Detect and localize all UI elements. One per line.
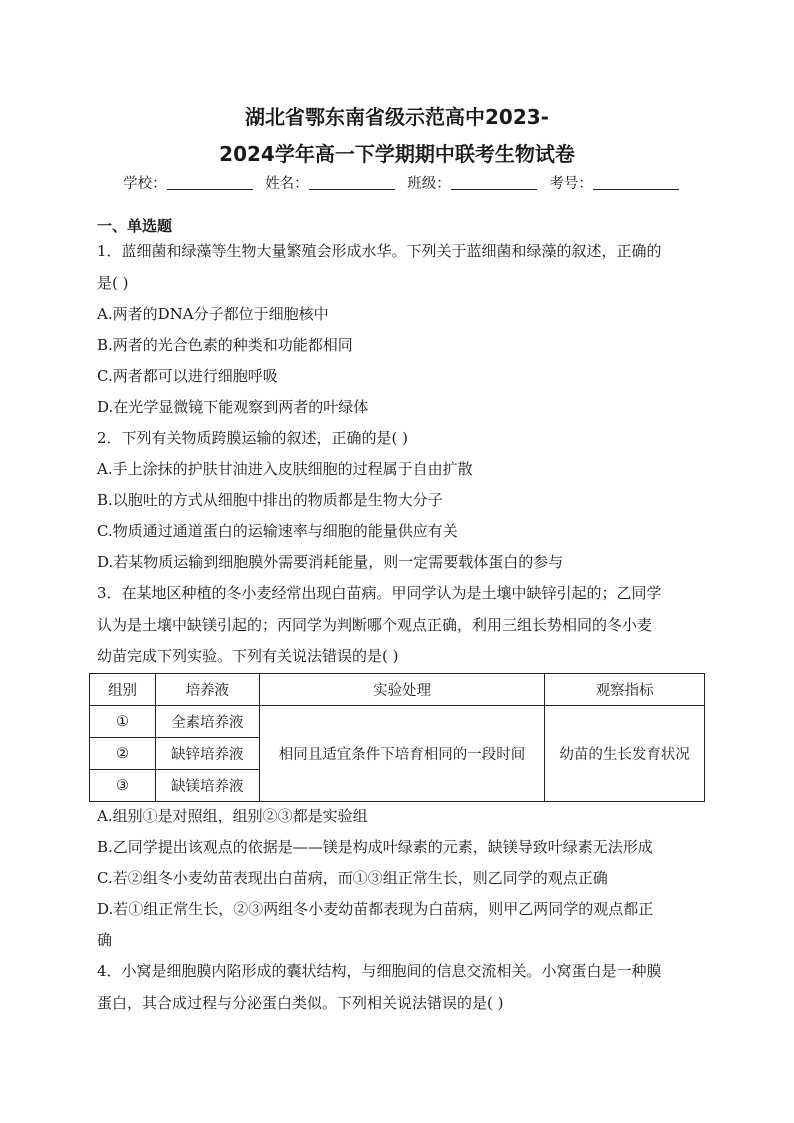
medium-cell: 缺镁培养液 <box>155 770 259 802</box>
indicator-cell: 幼苗的生长发育状况 <box>545 706 705 802</box>
name-blank <box>309 177 395 190</box>
q1-stem-line1: 1．蓝细菌和绿藻等生物大量繁殖会形成水华。下列关于蓝细菌和绿藻的叙述，正确的 <box>97 242 662 260</box>
q1-option-d: D.在光学显微镜下能观察到两者的叶绿体 <box>97 398 369 416</box>
q3-stem-line3: 幼苗完成下列实验。下列有关说法错误的是( ) <box>97 647 399 665</box>
q2-option-b: B.以胞吐的方式从细胞中排出的物质都是生物大分子 <box>97 491 443 509</box>
treatment-cell: 相同且适宜条件下培育相同的一段时间 <box>259 706 545 802</box>
header-group: 组别 <box>90 674 156 706</box>
name-label: 姓名： <box>265 176 309 192</box>
q3-option-b: B.乙同学提出该观点的依据是——镁是构成叶绿素的元素，缺镁导致叶绿素无法形成 <box>97 838 653 856</box>
class-label: 班级： <box>407 176 451 192</box>
table-row <box>90 706 705 738</box>
header-indicator: 观察指标 <box>545 674 705 706</box>
table-header-row <box>90 674 705 706</box>
q3-option-d: D.若①组正常生长，②③两组冬小麦幼苗都表现为白苗病，则甲乙两同学的观点都正 <box>97 900 654 918</box>
q3-stem-line2: 认为是土壤中缺镁引起的；丙同学为判断哪个观点正确，利用三组长势相同的冬小麦 <box>97 616 653 634</box>
exam-number-blank <box>593 177 679 190</box>
medium-cell: 全素培养液 <box>155 706 259 738</box>
class-blank <box>451 177 537 190</box>
student-info-row <box>0 172 794 193</box>
exam-title-line2: 2024学年高一下学期期中联考生物试卷 <box>219 142 575 166</box>
exam-number-label: 考号： <box>549 176 593 192</box>
q1-option-a: A.两者的DNA分子都位于细胞核中 <box>97 305 329 323</box>
q3-option-c: C.若②组冬小麦幼苗表现出白苗病，而①③组正常生长，则乙同学的观点正确 <box>97 869 608 887</box>
group-cell: ① <box>90 706 156 738</box>
school-label: 学校： <box>123 176 167 192</box>
q3-stem-line1: 3．在某地区种植的冬小麦经常出现白苗病。甲同学认为是土壤中缺锌引起的；乙同学 <box>97 584 662 602</box>
group-cell: ③ <box>90 770 156 802</box>
header-medium: 培养液 <box>155 674 259 706</box>
experiment-table <box>89 673 705 802</box>
q2-stem: 2．下列有关物质跨膜运输的叙述，正确的是( ) <box>97 429 409 447</box>
q1-option-c: C.两者都可以进行细胞呼吸 <box>97 367 278 385</box>
q2-option-d: D.若某物质运输到细胞膜外需要消耗能量，则一定需要载体蛋白的参与 <box>97 553 564 571</box>
q2-option-a: A.手上涂抹的护肤甘油进入皮肤细胞的过程属于自由扩散 <box>97 460 473 478</box>
header-treatment: 实验处理 <box>259 674 545 706</box>
q3-option-a: A.组别①是对照组，组别②③都是实验组 <box>97 807 368 825</box>
exam-title-line1: 湖北省鄂东南省级示范高中2023- <box>245 105 549 129</box>
q1-option-b: B.两者的光合色素的种类和功能都相同 <box>97 336 353 354</box>
section-heading: 一、单选题 <box>97 217 173 235</box>
q4-stem-line1: 4．小窝是细胞膜内陷形成的囊状结构，与细胞间的信息交流相关。小窝蛋白是一种膜 <box>97 962 662 980</box>
q2-option-c: C.物质通过通道蛋白的运输速率与细胞的能量供应有关 <box>97 522 458 540</box>
q3-option-d-continued: 确 <box>97 931 113 949</box>
medium-cell: 缺锌培养液 <box>155 738 259 770</box>
q4-stem-line2: 蛋白，其合成过程与分泌蛋白类似。下列相关说法错误的是( ) <box>97 994 504 1012</box>
group-cell: ② <box>90 738 156 770</box>
school-blank <box>167 177 253 190</box>
q1-stem-line2: 是( ) <box>97 274 129 292</box>
